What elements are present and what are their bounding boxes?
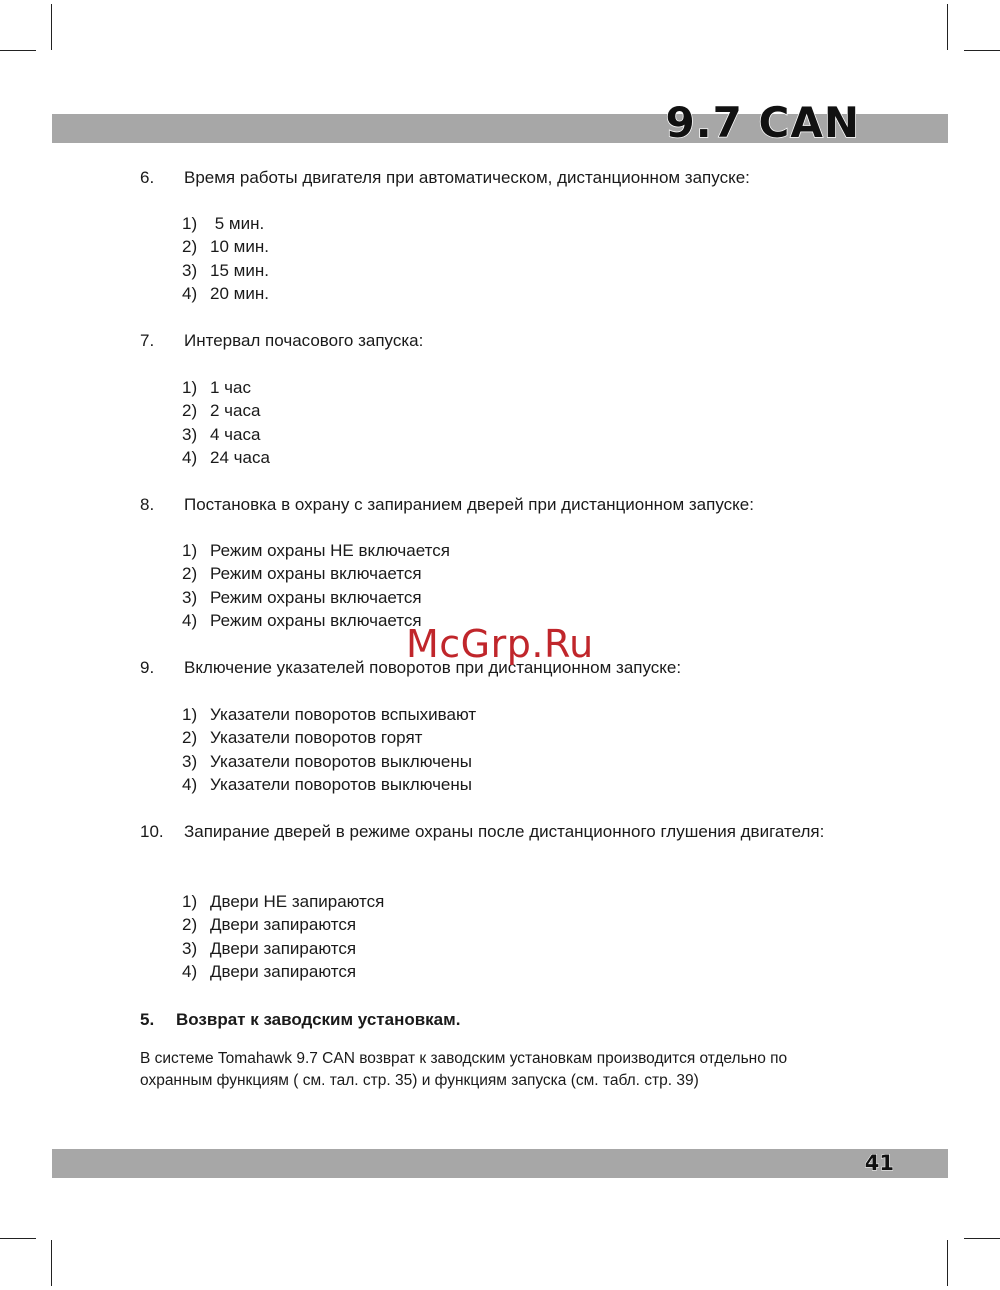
options-list — [182, 212, 269, 306]
question-text: Постановка в охрану с запиранием дверей при дистанционном запуске: — [184, 495, 754, 514]
footer-bar — [52, 1149, 948, 1178]
brand-title: 9.7 CAN — [665, 98, 860, 147]
question-number: 8. — [140, 495, 155, 514]
list-item: 1) Указатели поворотов вспыхивают — [182, 705, 477, 724]
crop-mark — [947, 4, 948, 50]
body-paragraph: В системе Tomahawk 9.7 CAN возврат к заводским установкам производится отдельно по охранным функциям ( см. тал. стр. 35) и функциям запуска (см. табл. стр. 39) — [140, 1050, 788, 1089]
list-item: 2) 2 часа — [182, 401, 261, 421]
question-number: 6. — [140, 168, 155, 187]
question-number: 7. — [140, 331, 155, 350]
list-item: 1) 5 мин. — [182, 214, 265, 233]
list-item: 2) Режим охраны включается — [182, 564, 422, 584]
options-list — [182, 703, 476, 797]
list-item: 4) Режим охраны включается — [182, 611, 422, 631]
list-item: 3) Режим охраны включается — [182, 587, 422, 607]
options-list — [182, 539, 450, 633]
question-text: Включение указателей поворотов при дистанционном запуске: — [184, 658, 682, 677]
watermark: McGrp.Ru — [406, 622, 594, 666]
list-item: 1) 1 час — [182, 378, 251, 397]
crop-mark — [51, 4, 52, 50]
page-number: 41 — [864, 1151, 894, 1175]
section-number: 5. — [140, 1010, 155, 1029]
list-item: 3) Двери запираются — [182, 938, 357, 958]
list-item: 3) 15 мин. — [182, 260, 269, 280]
crop-mark — [964, 1238, 1000, 1239]
list-item: 4) 20 мин. — [182, 284, 269, 304]
question-number: 10. — [140, 822, 164, 841]
list-item: 3) Указатели поворотов выключены — [182, 751, 472, 771]
crop-mark — [964, 50, 1000, 51]
list-item: 2) 10 мин. — [182, 237, 269, 257]
question-text: Запирание дверей в режиме охраны после дистанционного глушения двигателя: — [184, 822, 825, 841]
crop-mark — [0, 50, 36, 51]
list-item: 3) 4 часа — [182, 424, 261, 444]
list-item: 2) Указатели поворотов горят — [182, 728, 423, 748]
list-item: 1) Режим охраны НЕ включается — [182, 541, 450, 560]
list-item: 4) Двери запираются — [182, 962, 357, 982]
list-item: 2) Двери запираются — [182, 915, 357, 935]
options-list — [182, 890, 384, 984]
crop-mark — [51, 1240, 52, 1286]
section-heading — [140, 1008, 460, 1032]
question-text: Время работы двигателя при автоматическом, дистанционном запуске: — [184, 168, 750, 187]
list-item: 4) 24 часа — [182, 448, 270, 468]
list-item: 1) Двери НЕ запираются — [182, 892, 385, 911]
crop-mark — [0, 1238, 36, 1239]
list-item: 4) Указатели поворотов выключены — [182, 775, 472, 795]
options-list — [182, 376, 270, 470]
question-number: 9. — [140, 658, 155, 677]
section-title: Возврат к заводским установкам. — [176, 1010, 461, 1029]
question-text: Интервал почасового запуска: — [184, 331, 424, 350]
crop-mark — [947, 1240, 948, 1286]
